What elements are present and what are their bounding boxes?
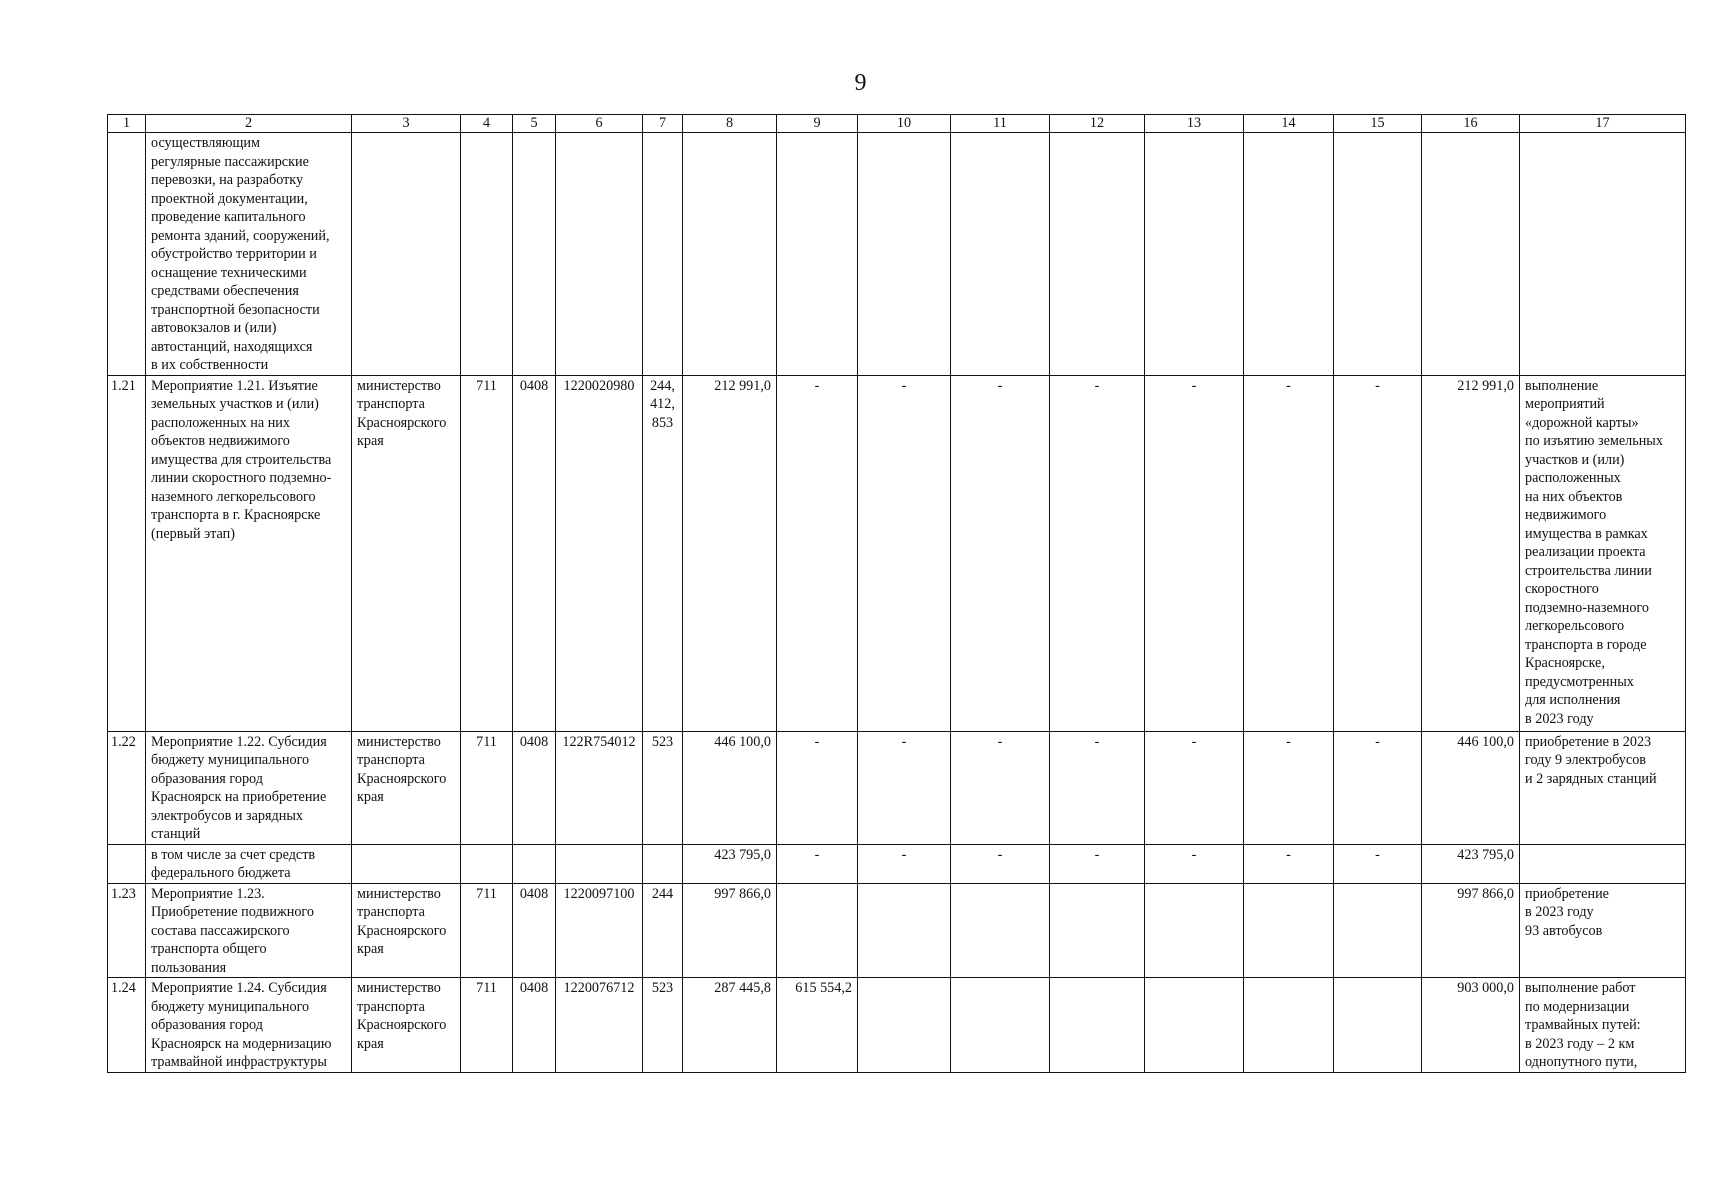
text-line: министерство [357,980,441,996]
text-line: и 2 зарядных станций [1525,770,1657,787]
measure-name [146,731,352,844]
text-line: «дорожной карты» [1525,414,1639,431]
page-number: 9 [854,70,867,96]
amount-col12: - [1050,375,1145,731]
text-line: имущества в рамках [1525,525,1648,542]
expected-result [1520,883,1686,978]
text-line: по модернизации [1525,998,1630,1015]
text-line: Мероприятие 1.24. Субсидия [151,980,327,996]
table-row [108,375,1686,731]
code-target: 1220076712 [556,978,643,1073]
amount-total: 997 866,0 [1422,883,1520,978]
amount-total: 212 991,0 [1422,375,1520,731]
text-line: имущества для строительства [151,451,332,468]
amount-col8: 446 100,0 [683,731,777,844]
text-line: 93 автобусов [1525,922,1603,939]
responsible-org [352,375,461,731]
text-line: предусмотренных [1525,673,1634,690]
measure-name [146,978,352,1073]
text-line: в их собственности [151,357,269,373]
code-expense-type: 523 [643,978,683,1073]
text-line: приобретение [1525,885,1609,902]
col-header: 12 [1050,115,1145,133]
text-line: транспорта общего [151,941,267,957]
text-line: выполнение [1525,377,1599,394]
text-line: Красноярского [357,1017,447,1033]
col-header: 1 [108,115,146,133]
col-header: 4 [461,115,513,133]
col-header: 16 [1422,115,1520,133]
code-section: 0408 [513,731,556,844]
amount-total: 903 000,0 [1422,978,1520,1073]
text-line: края [357,941,384,957]
text-line: министерство [357,377,441,394]
text-line: транспорта [357,396,425,412]
row-index: 1.21 [108,375,146,731]
expected-result [1520,978,1686,1073]
text-line: образования город [151,770,263,787]
text-line: регулярные пассажирские [151,153,309,170]
text-line: недвижимого [1525,507,1607,523]
amount-col8: 212 991,0 [683,375,777,731]
header-row [108,115,1686,133]
amount-col14: - [1244,375,1334,731]
text-line: (первый этап) [151,525,235,542]
amount-col15: - [1334,375,1422,731]
amount-col15: - [1334,731,1422,844]
text-line: обустройство территории и [151,246,317,262]
col-header: 6 [556,115,643,133]
text-line: станций [151,826,201,842]
text-line: ремонта зданий, сооружений, [151,227,330,244]
text-line: реализации проекта [1525,544,1646,560]
text-line: Красноярского [357,414,447,431]
text-line: на них объектов [1525,488,1623,505]
text-line: подземно-наземного [1525,599,1649,616]
text-line: проектной документации, [151,190,308,207]
amount-col12: - [1050,731,1145,844]
text-line: трамвайных путей: [1525,1017,1641,1033]
text-line: в 2023 году [1525,710,1594,727]
text-line: образования город [151,1017,263,1033]
code-grbs: 711 [461,883,513,978]
amount-col9: - [777,844,858,883]
text-line: министерство [357,885,441,902]
text-line: транспорта [357,904,425,920]
code-grbs: 711 [461,978,513,1073]
amount-col9: 615 554,2 [777,978,858,1073]
row-index: 1.22 [108,731,146,844]
text-line: для исполнения [1525,692,1621,708]
code-target: 1220097100 [556,883,643,978]
amount-col14: - [1244,731,1334,844]
text-line: автостанций, находящихся [151,338,313,355]
text-line: Красноярск на приобретение [151,789,327,805]
amount-col15: - [1334,844,1422,883]
text-line: транспортной безопасности [151,301,320,318]
code-section: 0408 [513,978,556,1073]
text-line: электробусов и зарядных [151,807,303,824]
text-line: скоростного [1525,581,1599,597]
text-line: средствами обеспечения [151,283,299,299]
expected-result [1520,731,1686,844]
measure-name [146,844,352,883]
text-line: Красноярске, [1525,655,1605,671]
text-line: края [357,1035,384,1052]
text-line: земельных участков и (или) [151,396,319,412]
code-grbs: 711 [461,375,513,731]
code-expense-type: 523 [643,731,683,844]
amount-col11: - [951,844,1050,883]
text-line: министерство [357,733,441,750]
text-line: легкорельсового [1525,618,1625,634]
text-line: 853 [651,414,674,431]
text-line: мероприятий [1525,396,1605,412]
amount-col10: - [858,731,951,844]
text-line: расположенных на них [151,414,290,431]
amount-col10: - [858,844,951,883]
text-line: по изъятию земельных [1525,433,1663,449]
amount-col9: - [777,731,858,844]
text-line: состава пассажирского [151,922,290,939]
col-header: 10 [858,115,951,133]
text-line: 412, [650,396,675,412]
col-header: 9 [777,115,858,133]
text-line: бюджету муниципального [151,752,310,768]
text-line: в 2023 году – 2 км [1525,1035,1635,1052]
text-line: федерального бюджета [151,865,291,881]
code-grbs: 711 [461,731,513,844]
text-line: строительства линии [1525,562,1652,579]
amount-col10: - [858,375,951,731]
amount-col13: - [1145,731,1244,844]
text-line: пользования [151,959,227,976]
table-row [108,133,1686,376]
text-line: расположенных [1525,470,1621,486]
amount-col12: - [1050,844,1145,883]
text-line: Красноярского [357,770,447,787]
text-line: транспорта в городе [1525,636,1647,653]
amount-col13: - [1145,375,1244,731]
text-line: оснащение техническими [151,264,307,281]
amount-total: 446 100,0 [1422,731,1520,844]
row-index: 1.23 [108,883,146,978]
text-line: в 2023 году [1525,904,1594,920]
text-line: участков и (или) [1525,451,1625,468]
amount-col8: 997 866,0 [683,883,777,978]
responsible-org [352,883,461,978]
table-row [108,844,1686,883]
col-header: 15 [1334,115,1422,133]
text-line: в том числе за счет средств [151,846,316,863]
col-header: 13 [1145,115,1244,133]
text-line: края [357,789,384,805]
table-row [108,883,1686,978]
col-header: 11 [951,115,1050,133]
code-expense-type [643,375,683,731]
text-line: объектов недвижимого [151,433,290,449]
expected-result [1520,375,1686,731]
amount-col11: - [951,375,1050,731]
col-header: 17 [1520,115,1686,133]
amount-total: 423 795,0 [1422,844,1520,883]
text-line: однопутного пути, [1525,1054,1638,1070]
table-row [108,978,1686,1073]
text-line: году 9 электробусов [1525,752,1646,768]
amount-col14: - [1244,844,1334,883]
measure-name [146,133,352,376]
text-line: Красноярского [357,922,447,939]
text-line: выполнение работ [1525,980,1636,996]
budget-table [107,114,1686,1073]
amount-col8: 287 445,8 [683,978,777,1073]
text-line: Мероприятие 1.21. Изъятие [151,377,318,394]
measure-name [146,375,352,731]
text-line: линии скоростного подземно- [151,470,332,486]
text-line: 244, [650,377,675,394]
code-target: 122R754012 [556,731,643,844]
text-line: трамвайной инфраструктуры [151,1054,327,1070]
text-line: транспорта [357,998,425,1015]
text-line: Приобретение подвижного [151,904,314,920]
amount-col9: - [777,375,858,731]
text-line: проведение капитального [151,209,306,225]
col-header: 7 [643,115,683,133]
text-line: транспорта [357,752,425,768]
amount-col13: - [1145,844,1244,883]
text-line: бюджету муниципального [151,998,310,1015]
text-line: наземного легкорельсового [151,488,316,505]
col-header: 5 [513,115,556,133]
code-expense-type: 244 [643,883,683,978]
text-line: края [357,433,384,449]
text-line: Мероприятие 1.22. Субсидия [151,733,327,750]
col-header: 3 [352,115,461,133]
text-line: перевозки, на разработку [151,172,304,188]
code-section: 0408 [513,883,556,978]
responsible-org [352,731,461,844]
row-index: 1.24 [108,978,146,1073]
text-line: приобретение в 2023 [1525,733,1652,750]
text-line: Красноярск на модернизацию [151,1035,332,1052]
col-header: 2 [146,115,352,133]
col-header: 14 [1244,115,1334,133]
code-target: 1220020980 [556,375,643,731]
text-line: транспорта в г. Красноярске [151,507,321,523]
col-header: 8 [683,115,777,133]
measure-name [146,883,352,978]
table-row [108,731,1686,844]
amount-col8: 423 795,0 [683,844,777,883]
text-line: автовокзалов и (или) [151,320,277,336]
responsible-org [352,978,461,1073]
text-line: Мероприятие 1.23. [151,885,265,902]
code-section: 0408 [513,375,556,731]
text-line: осуществляющим [151,135,260,151]
amount-col11: - [951,731,1050,844]
